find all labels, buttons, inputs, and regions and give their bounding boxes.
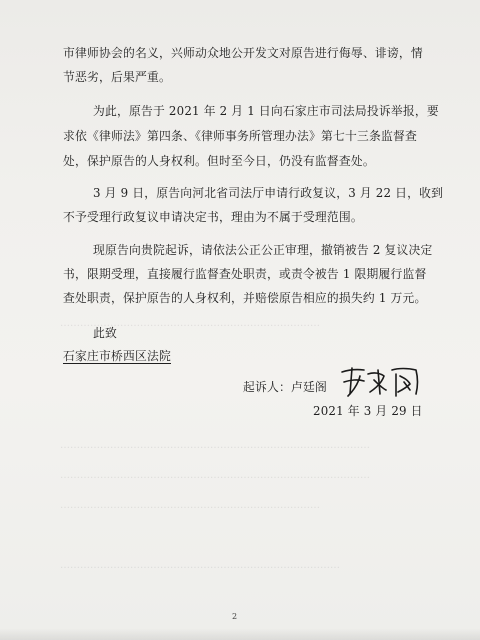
bleed-through-text: …………………………………………………………………… [60, 318, 320, 329]
filing-date: 2021 年 3 月 29 日 [313, 404, 423, 418]
body-line: 节恶劣，后果严重。 [63, 70, 171, 84]
court-name: 石家庄市桥西区法院 [63, 349, 171, 363]
body-line: 现原告向贵院起诉，请依法公正公正审理，撤销被告 2 复议决定 [93, 243, 433, 257]
body-line: 3 月 9 日，原告向河北省司法厅申请行政复议，3 月 22 日，收到 [93, 186, 444, 200]
body-line: 查处职责，保护原告的人身权利，并赔偿原告相应的损失约 1 万元。 [63, 291, 427, 305]
bleed-through-text: ………………………………………………………………………………… [60, 440, 370, 451]
bleed-through-text: ………………………………………………………………………… [60, 560, 340, 571]
page-number: 2 [232, 612, 238, 621]
handwritten-signature [338, 364, 438, 400]
page-bottom-shadow [0, 628, 480, 640]
body-line: 求依《律师法》第四条、《律师事务所管理办法》第七十三条监督查 [63, 129, 418, 143]
salutation: 此致 [93, 326, 117, 340]
bleed-through-text: …………………………………………………………………… [60, 500, 320, 511]
bleed-through-text: ………………………………………………………………………………… [60, 470, 370, 481]
body-line: 市律师协会的名义，兴师动众地公开发文对原告进行侮辱、诽谤，情 [63, 46, 423, 60]
body-line: 处，保护原告的人身权利。但时至今日，仍没有监督查处。 [63, 154, 375, 168]
body-line: 书，限期受理，直接履行监督查处职责，或责令被告 1 限期履行监督 [63, 267, 427, 281]
plaintiff-label: 起诉人：卢廷阁 [243, 380, 327, 394]
body-line: 不予受理行政复议申请决定书，理由为不属于受理范围。 [63, 210, 363, 224]
body-line: 为此，原告于 2021 年 2 月 1 日向石家庄市司法局投诉举报，要 [93, 104, 439, 118]
